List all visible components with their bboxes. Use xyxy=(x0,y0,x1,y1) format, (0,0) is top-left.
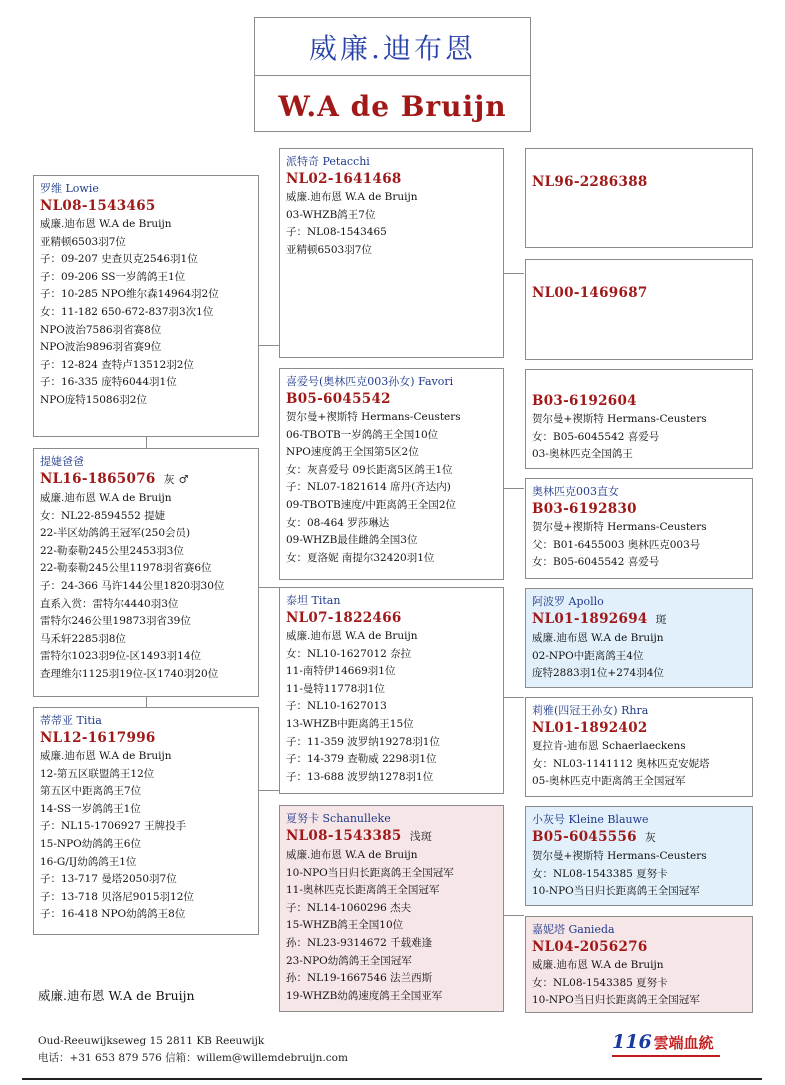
detail-line: 女：11-182 650-672-837羽3次1位 xyxy=(40,305,214,318)
ring-number: B05-6045542 xyxy=(286,391,391,407)
detail-line: 威廉.迪布恩 W.A de Bruijn xyxy=(286,191,418,203)
detail-line: 03-奥林匹克全国鸽王 xyxy=(532,448,633,461)
ring-number: B03-6192830 xyxy=(532,501,637,517)
logo-underline xyxy=(612,1055,720,1057)
dam-card xyxy=(33,707,259,935)
detail-line: 15-WHZB鸽王全国10位 xyxy=(286,919,404,932)
detail-line: 贺尔曼+禊斯特 Hermans-Ceusters xyxy=(532,413,707,425)
pigeon-name: 奥林匹克003直女 xyxy=(532,485,619,498)
detail-line: 女：NL22-8594552 提婕 xyxy=(40,509,166,522)
detail-line: 庞特2883羽1位+274羽4位 xyxy=(532,667,664,680)
detail-line: 11-曼特11778羽1位 xyxy=(286,682,385,695)
detail-line: 亚精顿6503羽7位 xyxy=(286,243,372,256)
dam-sire-dam-card xyxy=(525,697,753,797)
dam-dam-card xyxy=(279,805,504,1012)
detail-line: NPO速度鸽王全国第5区2位 xyxy=(286,446,419,459)
detail-line: NPO波治9896羽省赛9位 xyxy=(40,341,162,354)
logo-text: 雲端血統 xyxy=(653,1034,714,1052)
detail-line: 22-半区幼鸽鸽王冠军(250会员) xyxy=(40,527,191,540)
pigeon-name: 罗维 Lowie xyxy=(40,182,99,195)
detail-line: NPO波治7586羽省赛8位 xyxy=(40,323,162,336)
detail-line: 马禾轩2285羽8位 xyxy=(40,632,126,645)
pigeon-details xyxy=(40,490,252,684)
pigeon-name: 喜爱号(奥林匹克003孙女) Favori xyxy=(286,375,454,388)
detail-line: 女：灰喜爱号 09长距离5区鸽王1位 xyxy=(286,463,453,476)
color-sex: 灰 xyxy=(644,831,657,844)
detail-line: 子：NL14-1060296 杰夫 xyxy=(286,901,412,914)
ring-number: NL02-1641468 xyxy=(286,171,402,187)
detail-line: 女：B05-6045542 喜爱号 xyxy=(532,556,660,569)
sire-sire-card xyxy=(279,148,504,358)
ring-number: NL01-1892402 xyxy=(532,720,648,736)
detail-line: 女：夏洛妮 南提尔32420羽1位 xyxy=(286,551,435,564)
detail-line: 孙：NL19-1667546 法兰西斯 xyxy=(286,972,433,985)
ring-number xyxy=(532,609,746,630)
contact-line: 电话：+31 653 879 576 信箱：willem@willemdebruijn.com xyxy=(38,1052,348,1064)
ring-number: NL08-1543465 xyxy=(40,198,156,214)
color-sex: 浅斑 xyxy=(409,830,433,843)
ring-number: NL12-1617996 xyxy=(40,730,156,746)
title-english: W.A de Bruijn xyxy=(278,90,507,123)
footer-divider xyxy=(22,1078,762,1080)
detail-line: 女：NL08-1543385 夏努卡 xyxy=(532,976,668,989)
sire-card xyxy=(33,175,259,437)
sire-dam-card xyxy=(279,368,504,580)
pigeon-name: 派特奇 Petacchi xyxy=(286,155,370,168)
ring-number: B03-6192604 xyxy=(532,393,637,409)
detail-line: 威廉.迪布恩 W.A de Bruijn xyxy=(286,849,418,861)
detail-line: 查理维尔1125羽19位-区1740羽20位 xyxy=(40,667,219,680)
detail-line: 06-TBOTB一岁鸽鸽王全国10位 xyxy=(286,428,439,441)
logo-number: 116 xyxy=(612,1031,652,1053)
ring-text: NL16-1865076 xyxy=(40,471,156,487)
ring-number xyxy=(40,469,252,490)
detail-line: 直系入赏：雷特尔4440羽3位 xyxy=(40,597,179,610)
detail-line: 子：NL07-1821614 席丹(齐达内) xyxy=(286,481,451,494)
ring-number: NL96-2286388 xyxy=(532,174,648,190)
detail-line: 02-NPO中距离鸽王4位 xyxy=(532,649,644,662)
detail-line: 子：09-206 SS一岁鸽鸽王1位 xyxy=(40,270,186,283)
dam-dam-sire-card xyxy=(525,806,753,906)
ring-number: NL07-1822466 xyxy=(286,610,402,626)
detail-line: NPO庞特15086羽2位 xyxy=(40,393,147,406)
detail-line: 子：13-718 贝洛尼9015羽12位 xyxy=(40,890,194,903)
sire-sire-dam-card xyxy=(525,259,753,360)
detail-line: 13-WHZB中距离鸽王15位 xyxy=(286,717,414,730)
detail-line: 15-NPO幼鸽鸽王6位 xyxy=(40,837,141,850)
detail-line: 09-TBOTB速度/中距离鸽王全国2位 xyxy=(286,498,456,511)
ring-text: NL01-1892694 xyxy=(532,611,648,627)
pigeon-name: 阿波罗 Apollo xyxy=(532,595,604,608)
detail-line: 11-奥林匹克长距离鸽王全国冠军 xyxy=(286,884,440,897)
pigeon-name: 嘉妮塔 Ganieda xyxy=(532,923,615,936)
detail-line: 女：B05-6045542 喜爱号 xyxy=(532,430,660,443)
title-divider xyxy=(255,75,530,76)
detail-line: 贺尔曼+禊斯特 Hermans-Ceusters xyxy=(532,521,707,533)
detail-line: 子：24-366 马许144公里1820羽30位 xyxy=(40,579,225,592)
address-line: Oud-Reeuwijkseweg 15 2811 KB Reeuwijk xyxy=(38,1035,265,1047)
detail-line: 22-勒泰勒245公里11978羽省赛6位 xyxy=(40,562,212,575)
detail-line: 父：B01-6455003 奥林匹克003号 xyxy=(532,538,701,551)
detail-line: 子：NL15-1706927 王牌投手 xyxy=(40,820,187,833)
pigeon-details xyxy=(40,216,252,410)
pigeon-name: 提婕爸爸 xyxy=(40,455,84,468)
detail-line: 女：NL08-1543385 夏努卡 xyxy=(532,867,668,880)
detail-line: 第五区中距离鸽王7位 xyxy=(40,785,142,798)
detail-line: 14-SS一岁鸽鸽王1位 xyxy=(40,802,141,815)
sire-sire-sire-card xyxy=(525,148,753,248)
detail-line: 子：10-285 NPO维尔森14964羽2位 xyxy=(40,288,219,301)
ring-number xyxy=(286,826,497,847)
detail-line: 23-NPO幼鸽鸽王全国冠军 xyxy=(286,954,412,967)
detail-line: 贺尔曼+禊斯特 Hermans-Ceusters xyxy=(286,411,461,423)
dam-sire-sire-card xyxy=(525,588,753,688)
detail-line: 威廉.迪布恩 W.A de Bruijn xyxy=(40,218,172,230)
title-chinese: 威廉.迪布恩 xyxy=(309,32,476,65)
detail-line: 女：NL10-1627012 奈拉 xyxy=(286,647,412,660)
pigeon-name: 泰坦 Titan xyxy=(286,594,341,607)
detail-line: 22-勒泰勒245公里2453羽3位 xyxy=(40,544,184,557)
pigeon-name: 蒂蒂亚 Titia xyxy=(40,714,102,727)
ring-number xyxy=(532,827,746,848)
pigeon-details xyxy=(40,748,252,924)
detail-line: 威廉.迪布恩 W.A de Bruijn xyxy=(286,630,418,642)
detail-line: 05-奥林匹克中距离鸽王全国冠军 xyxy=(532,775,686,788)
detail-line: 子：13-688 波罗纳1278羽1位 xyxy=(286,770,434,783)
detail-line: 女：08-464 罗莎琳达 xyxy=(286,516,390,529)
detail-line: 女：NL03-1141112 奥林匹克安妮塔 xyxy=(532,757,710,770)
detail-line: 子：16-335 庞特6044羽1位 xyxy=(40,376,177,389)
breeder-signature: 威廉.迪布恩 W.A de Bruijn xyxy=(38,988,195,1003)
title-box xyxy=(254,17,531,132)
pigeon-name: 莉雅(四冠王孙女) Rhra xyxy=(532,704,649,717)
detail-line: 16-G/IJ幼鸽鸽王1位 xyxy=(40,855,137,868)
sire-dam-sire-card xyxy=(525,369,753,469)
pigeon-name: 小灰号 Kleine Blauwe xyxy=(532,813,649,826)
detail-line: 子：14-379 查勒威 2298羽1位 xyxy=(286,753,437,766)
detail-line: 夏拉肯-迪布恩 Schaerlaeckens xyxy=(532,740,686,752)
detail-line: 11-南特伊14669羽1位 xyxy=(286,665,396,678)
dam-dam-dam-card xyxy=(525,916,753,1013)
detail-line: 12-第五区联盟鸽王12位 xyxy=(40,767,155,780)
detail-line: 亚精顿6503羽7位 xyxy=(40,235,126,248)
detail-line: 威廉.迪布恩 W.A de Bruijn xyxy=(40,750,172,762)
detail-line: 03-WHZB鸽王7位 xyxy=(286,208,376,221)
detail-line: 威廉.迪布恩 W.A de Bruijn xyxy=(532,959,664,971)
detail-line: 威廉.迪布恩 W.A de Bruijn xyxy=(532,632,664,644)
detail-line: 孙：NL23-9314672 千载难逢 xyxy=(286,936,433,949)
detail-line: 10-NPO当日归长距离鸽王全国冠军 xyxy=(286,866,454,879)
detail-line: 子：NL10-1627013 xyxy=(286,700,387,713)
detail-line: 子：13-717 曼塔2050羽7位 xyxy=(40,873,177,886)
detail-line: 09-WHZB最佳雌鸽全国3位 xyxy=(286,534,418,547)
ring-text: B05-6045556 xyxy=(532,829,637,845)
detail-line: 雷特尔246公里19873羽省39位 xyxy=(40,615,191,628)
detail-line: 10-NPO当日归长距离鸽王全国冠军 xyxy=(532,994,700,1007)
ring-number: NL04-2056276 xyxy=(532,939,648,955)
sire-dam-dam-card xyxy=(525,478,753,579)
detail-line: 19-WHZB幼鸽速度鸽王全国亚军 xyxy=(286,989,443,1002)
detail-line: 子：NL08-1543465 xyxy=(286,226,387,239)
detail-line: 贺尔曼+禊斯特 Hermans-Ceusters xyxy=(532,850,707,862)
detail-line: 子：09-207 史查贝克2546羽1位 xyxy=(40,253,198,266)
pigeon-name: 夏努卡 Schanulleke xyxy=(286,812,391,825)
detail-line: 10-NPO当日归长距离鸽王全国冠军 xyxy=(532,885,700,898)
site-logo xyxy=(612,1031,714,1053)
dam-sire-card xyxy=(279,587,504,794)
detail-line: 威廉.迪布恩 W.A de Bruijn xyxy=(40,492,172,504)
ring-number: NL00-1469687 xyxy=(532,285,648,301)
detail-line: 雷特尔1023羽9位-区1493羽14位 xyxy=(40,650,202,663)
color-sex: 斑 xyxy=(655,613,667,626)
ring-text: NL08-1543385 xyxy=(286,828,402,844)
detail-line: 子：11-359 波罗纳19278羽1位 xyxy=(286,735,440,748)
subject-card xyxy=(33,448,259,697)
detail-line: 子：16-418 NPO幼鸽鸽王8位 xyxy=(40,908,186,921)
color-sex: 灰 ♂ xyxy=(163,473,189,486)
detail-line: 子：12-824 查特卢13512羽2位 xyxy=(40,358,194,371)
